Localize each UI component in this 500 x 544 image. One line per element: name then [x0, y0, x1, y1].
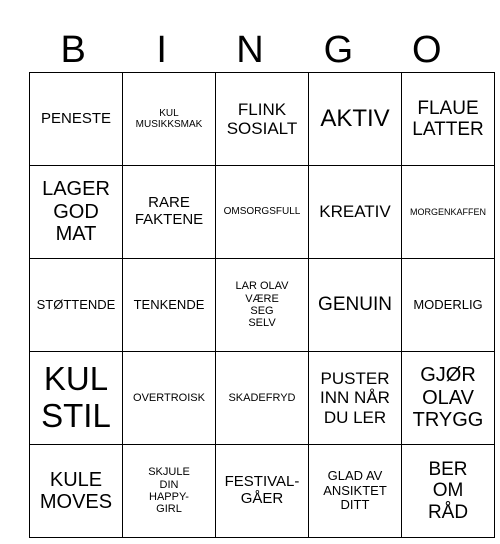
bingo-cell[interactable]	[30, 73, 123, 166]
bingo-cell[interactable]	[309, 166, 402, 259]
bingo-cell[interactable]	[123, 259, 216, 352]
bingo-cell[interactable]	[402, 166, 495, 259]
bingo-cell[interactable]	[123, 73, 216, 166]
bingo-cell[interactable]	[216, 352, 309, 445]
cell-text: AKTIV	[320, 104, 390, 132]
cell-text: GLAD AV ANSIKTET DITT	[323, 468, 387, 513]
bingo-cell[interactable]	[123, 166, 216, 259]
header-letter-n: N	[236, 29, 264, 71]
cell-text: KUL STIL	[41, 360, 111, 434]
bingo-header	[29, 28, 471, 72]
bingo-cell[interactable]	[402, 445, 495, 538]
bingo-cell[interactable]	[216, 166, 309, 259]
cell-text: STØTTENDE	[36, 296, 116, 312]
cell-text: FESTIVAL- GÅER	[224, 473, 300, 507]
bingo-cell[interactable]	[216, 73, 309, 166]
cell-text: LAGER GOD MAT	[42, 178, 110, 246]
bingo-cell[interactable]	[402, 352, 495, 445]
grid-row-1	[30, 73, 495, 166]
cell-text: KUL MUSIKKSMAK	[135, 107, 203, 130]
header-letter-g: G	[323, 29, 354, 71]
cell-text: FLAUE LATTER	[412, 97, 484, 140]
cell-text: MORGENKAFFEN	[409, 206, 486, 217]
bingo-cell[interactable]	[30, 259, 123, 352]
cell-text: BER OM RÅD	[427, 459, 469, 523]
cell-text: GENUIN	[318, 294, 392, 316]
cell-text: MODERLIG	[413, 296, 483, 312]
cell-text: GJØR OLAV TRYGG	[412, 364, 484, 432]
grid-row-2	[30, 166, 495, 259]
grid-row-3	[30, 259, 495, 352]
header-letter-o: O	[412, 29, 442, 71]
cell-text: FLINK SOSIALT	[226, 99, 298, 138]
cell-text: LAR OLAV VÆRE SEG SELV	[235, 280, 289, 330]
bingo-cell[interactable]	[309, 73, 402, 166]
bingo-grid	[29, 72, 495, 538]
bingo-cell[interactable]	[30, 445, 123, 538]
bingo-cell[interactable]	[309, 259, 402, 352]
bingo-cell[interactable]	[30, 166, 123, 259]
bingo-cell[interactable]	[30, 352, 123, 445]
header-letter-i: I	[156, 29, 167, 71]
bingo-cell[interactable]	[123, 445, 216, 538]
cell-text: PENESTE	[40, 109, 112, 127]
bingo-cell[interactable]	[402, 259, 495, 352]
cell-text: SKJULE DIN HAPPY- GIRL	[148, 466, 190, 516]
grid-row-5	[30, 445, 495, 538]
bingo-cell[interactable]	[216, 445, 309, 538]
cell-text: OVERTROISK	[133, 391, 205, 404]
cell-text: SKADEFRYD	[228, 391, 296, 404]
cell-text: PUSTER INN NÅR DU LER	[320, 369, 390, 427]
bingo-cell[interactable]	[309, 352, 402, 445]
cell-text: KREATIV	[319, 202, 391, 222]
grid-row-4	[30, 352, 495, 445]
bingo-cell[interactable]	[402, 73, 495, 166]
header-letter-b: B	[60, 29, 86, 71]
bingo-cell[interactable]	[309, 445, 402, 538]
cell-text: KULE MOVES	[39, 468, 113, 513]
cell-text: TENKENDE	[133, 296, 205, 312]
bingo-cell[interactable]	[216, 259, 309, 352]
bingo-cell[interactable]	[123, 352, 216, 445]
cell-text: OMSORGSFULL	[223, 206, 301, 218]
cell-text: RARE FAKTENE	[134, 194, 204, 228]
